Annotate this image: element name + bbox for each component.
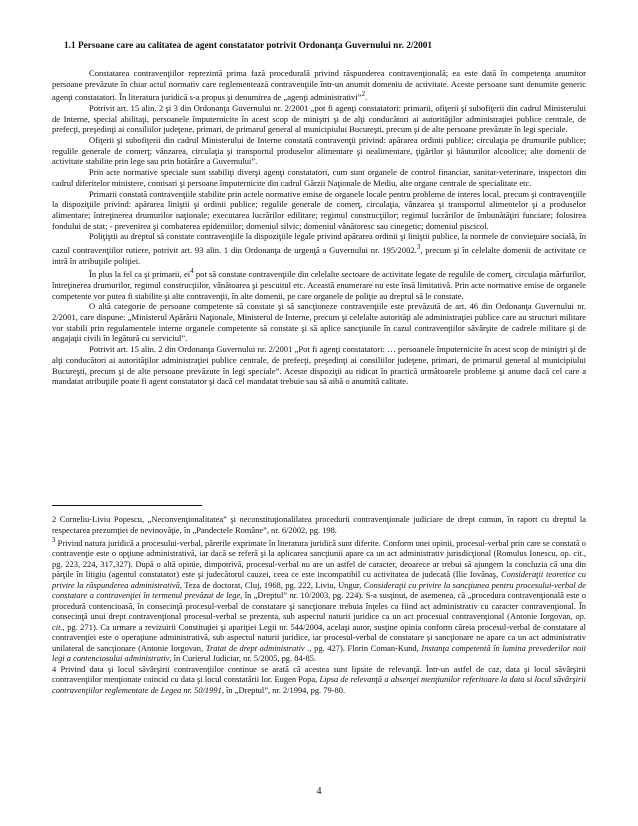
footnote-3-title-a: Consideraţii teoretice cu privire la răspunderea administrativă xyxy=(52,569,586,590)
paragraph-6-end: , precum şi în celelalte domenii de activitate ce intră în atribuţiile poliţiei. xyxy=(52,244,586,266)
footnote-4-text-a: 4 Privind data şi locul săvârşirii contravenţiilor continuе se arată că acestea sunt lipsite de relevanţă. Într-un astfel de caz, data şi locul săvârşirii contravenţiilor menţionate coincid cu data şi locul constatării lor. Eugen Popa, xyxy=(52,663,586,685)
paragraph-3: Ofiţerii şi subofiţerii din cadrul Ministerului de Interne constată contravenţii privind: apărarea ordinii publice; circulaţia pe drumurile publice; regulile generale de comerţ; vânzarea, circulaţia şi transportul produselor alimentare şi nealimentare, ţigărilor şi băuturilor alcoolice; alte domenii de activitate stabilite prin lege sau prin hotărâre a Guvernului”. xyxy=(52,135,586,167)
footnote-2: 2 Corneliu-Liviu Popescu, „Neconvenţionalitatea” şi neconstituţionalilatea procedurii contravenţionale judiciare de drept comun, în raport cu dreptul la respectarea prezumţiei de nevinovăţie, în „Pandectele Române”, nr. 6/2002, pg. 198. xyxy=(52,514,586,535)
paragraph-6-text: Poliţiştii au dreptul să constate contravenţiile la dispoziţiile legale privind apărarea ordinii şi liniştii publice, la normele de convieţuire socială, în cazul contravenţiilor rutiere, potrivit art. 93 alin. 1 din Ordonanţa de urgenţă a Guvernului nr. 195/2002. xyxy=(52,231,586,255)
footnote-3-text-c: , în „Dreptul” nr. 10/2003, pg. 224). S-a susţinut, de asemenea, că „procedura contravenţională este o procedură contencioasă, în consecinţă procesul-verbal de constatare şi sancţionare trebuia înţeles ca fiind act administrativ cu caracter contravenţional. În consecinţă unui drept contravenţional procesul-verbal se prezenta, sub aspectul naturii juridice ca un act procesual contravenţional (Antonie Iorgovan, xyxy=(52,590,586,622)
footnote-3-text-b: , Teza de doctorat, Cluj, 1968, pg. 222, Liviu, Ungur, xyxy=(179,579,364,590)
footnote-4 xyxy=(52,664,586,696)
footnote-3-title-d: Tratat de drept administrativ ., xyxy=(205,642,312,653)
footnotes xyxy=(52,514,586,695)
footnote-3-text-e: pg. 427). Florin Coman-Kund, xyxy=(311,642,422,653)
footnote-4-title: Lipsa de relevanţă a absenţei menţiunilor referitoare la data si locul săvârşirii contravenţiilor reglementate de Legea nr. 50/1991 xyxy=(52,674,586,695)
footnote-ref-2: 2 xyxy=(361,90,366,99)
paragraph-5: Primarii constată contravenţiile stabilite prin actele normative emise de organele locale pentru probleme de interes local, precum şi contravenţiile la dispoziţiile privind: apărarea liniştii şi ordinii publice; regulile generale de comerţ, circulaţia, vânzarea şi transportul alimentelor şi a produselor alimentare; întreţinerea drumurilor naţionale; executarea lucrărilor edilitare; regimul construcţiilor; regimul lucrărilor de îmbunătăţiri funciare; folosirea fondului de stat; - prevenirea şi combaterea epidemiilor; domeniul silvic; domeniul vânătoresc sau cinegetic; domeniul piscicol. xyxy=(52,188,586,231)
footnote-ref-3: 3 xyxy=(416,243,421,252)
paragraph-2: Potrivit art. 15 alin. 2 şi 3 din Ordonanţa Guvernului nr. 2/2001 „pot fi agenţi constatatori: primarii, ofiţerii şi subofiţerii din cadrul Ministerului de Interne, special abilitaţi, persoanele împuternicite în acest scop de miniştri şi de alţi conducători ai autorităţilor administraţiei publice centrale, de prefecţi, preşedinţi ai consiliilor judeţene, primari, de primarul general al municipiului Bucureşti, precum şi de alte persoane prevăzute în legi speciale. xyxy=(52,102,586,135)
footnote-3-title-b: Consideraţii cu privire la sancţiunea pentru procesului-verbal de constatare a contravenţiei în termenul prevăzut de lege xyxy=(52,579,587,601)
section-title: 1.1 Persoane care au calitatea de agent constatator potrivit Ordonanţa Guvernului nr. 2/2001 xyxy=(64,41,433,51)
body-text xyxy=(52,68,586,387)
footnote-4-text-b: , în „Dreptul”, nr. 2/1994, pg. 79-80. xyxy=(221,684,346,695)
paragraph-1 xyxy=(52,68,586,103)
footnote-3-text-d: , pg. 271). Ca urmare a revizuirii Constituţiei şi apariţiei Legii nr. 544/2004, acelaşi autor, susţine opinia conform căreia procesul-verbal de constatare al contravenţiei este o operaţiune administrativă, sub aspectul naturii juridice, iar procesul-verbal de constatare şi sancţionare ne apare ca un act administrativ unilateral de sancţionare (Antonie Iorgovan, xyxy=(52,621,586,653)
paragraph-9: Potrivit art. 15 alin. 2 din Ordonanţa Guvernului nr. 2/2001 „Pot fi agenţi constatatori: … persoanele împuternicite în acest scop de miniştri şi de alţi conducători ai autorităţilor administraţiei publice centrale, de prefecţi, preşedinţi ai consiliilor judeţene, primari, de primarul general al municipiului Bucureşti, precum şi de alte persoane prevăzute în legi speciale”. Aceste dispoziţii au ridicat în practică următoarele probleme şi anume dacă cel care a mandatat atribuţiile poate fi agent constatator şi dacă cel mandatat trebuie sau să aibă o anumită calitate. xyxy=(52,344,586,387)
paragraph-6 xyxy=(52,231,586,266)
footnote-ref-4: 4 xyxy=(190,267,194,276)
footnote-3-text-f: , în Curierul Judiciar, nr. 5/2005, pg. 84-85. xyxy=(169,653,317,664)
page-number: 4 xyxy=(316,786,322,797)
footnote-3-title-e: Instanţa competentă în lumina prevederilor noii legi a contenciosului administrativ xyxy=(52,642,586,664)
footnote-separator xyxy=(52,505,202,506)
footnote-3-number: 3 xyxy=(52,536,56,544)
paragraph-7-end: pot să constate contravenţiile din celelalte sectoare de activitate legate de regulile de comerţ, circulaţia mărfurilor, întreţinerea drumurilor, regimul construcţiilor, vânătoarea şi pescuitul etc. Această enumerare nu este însă limitativă. Prin acte normative emise de organele competente vor putea fi stabilite şi alte contravenţii, în alte domenii, pe care organele de poliţie au dreptul să le constate. xyxy=(52,269,586,301)
footnote-3-text-a: Privind natura juridică a procesului-verbal, părerile exprimate în literatura juridică sunt diferite. Conform unei opinii, procesul-verbal prin care se constată o contravenţie este o opţiune administrativă, iar dacă se referă şi la aplicarea sancţiunii apare ca un act administrativ jurisdicţional (Romulus Ionescu, op. cit., pg. 223, 224, 317,327). După o altă opinie, dimpotrivă, procesul-verbal nu are un astfel de caracter, deoarece ar trebui să ajungem la concluzia că una din părţile în litigiu (agentul constatator) este şi judecătorul cauzei, ceea ce este incompatibil cu activitatea de judecată (Ilie Iovănaş, xyxy=(52,537,586,580)
paragraph-1-end: . xyxy=(365,92,368,103)
footnote-3-title-c: op. cit. xyxy=(52,611,586,632)
paragraph-7-text: În plus la fel ca şi primarii, ei xyxy=(89,269,191,280)
paragraph-7 xyxy=(52,266,586,301)
paragraph-1-text: Constatarea contravenţiilor reprezintă prima fază procedurală privind răspunderea contravenţională; ea este dată în competenţa anumitor persoane prevăzute în chiar actul normativ care reglementează contravenţiile într-un anumit domeniu de activitate. Aceste persoane sunt denumite generic agenţi constatatori. În literatura juridică s-a propus şi denumirea de „agenţi administrativi” xyxy=(52,68,586,103)
paragraph-4: Prin acte normative speciale sunt stabiliţi diverşi agenţi constatatori, cum sunt organele de control financiar, sanitar-veterinare, inspectori din cadrul diferitelor ministere, comisari şi persoane împuternicite din cadrul Gărzii Naţionale de Mediu, alte organe centrale de specialitate etc. xyxy=(52,167,586,188)
paragraph-8: O altă categorie de persoane competente să constate şi să sancţioneze contravenţiile este prevăzută de art. 46 din Ordonanţa Guvernului nr. 2/2001, care dispune: „Ministerul Apărării Naţionale, Ministerul de Interne, precum şi celelalte autorităţi ale administraţiei publice care au structuri militare vor stabili prin regulamentele interne organele competente să constate şi să aplice sancţiunile în cazul contravenţiilor săvârşite de cadrele militare şi de angajaţii civili în legătură cu serviciul”. xyxy=(52,301,586,344)
footnote-3 xyxy=(52,535,586,664)
